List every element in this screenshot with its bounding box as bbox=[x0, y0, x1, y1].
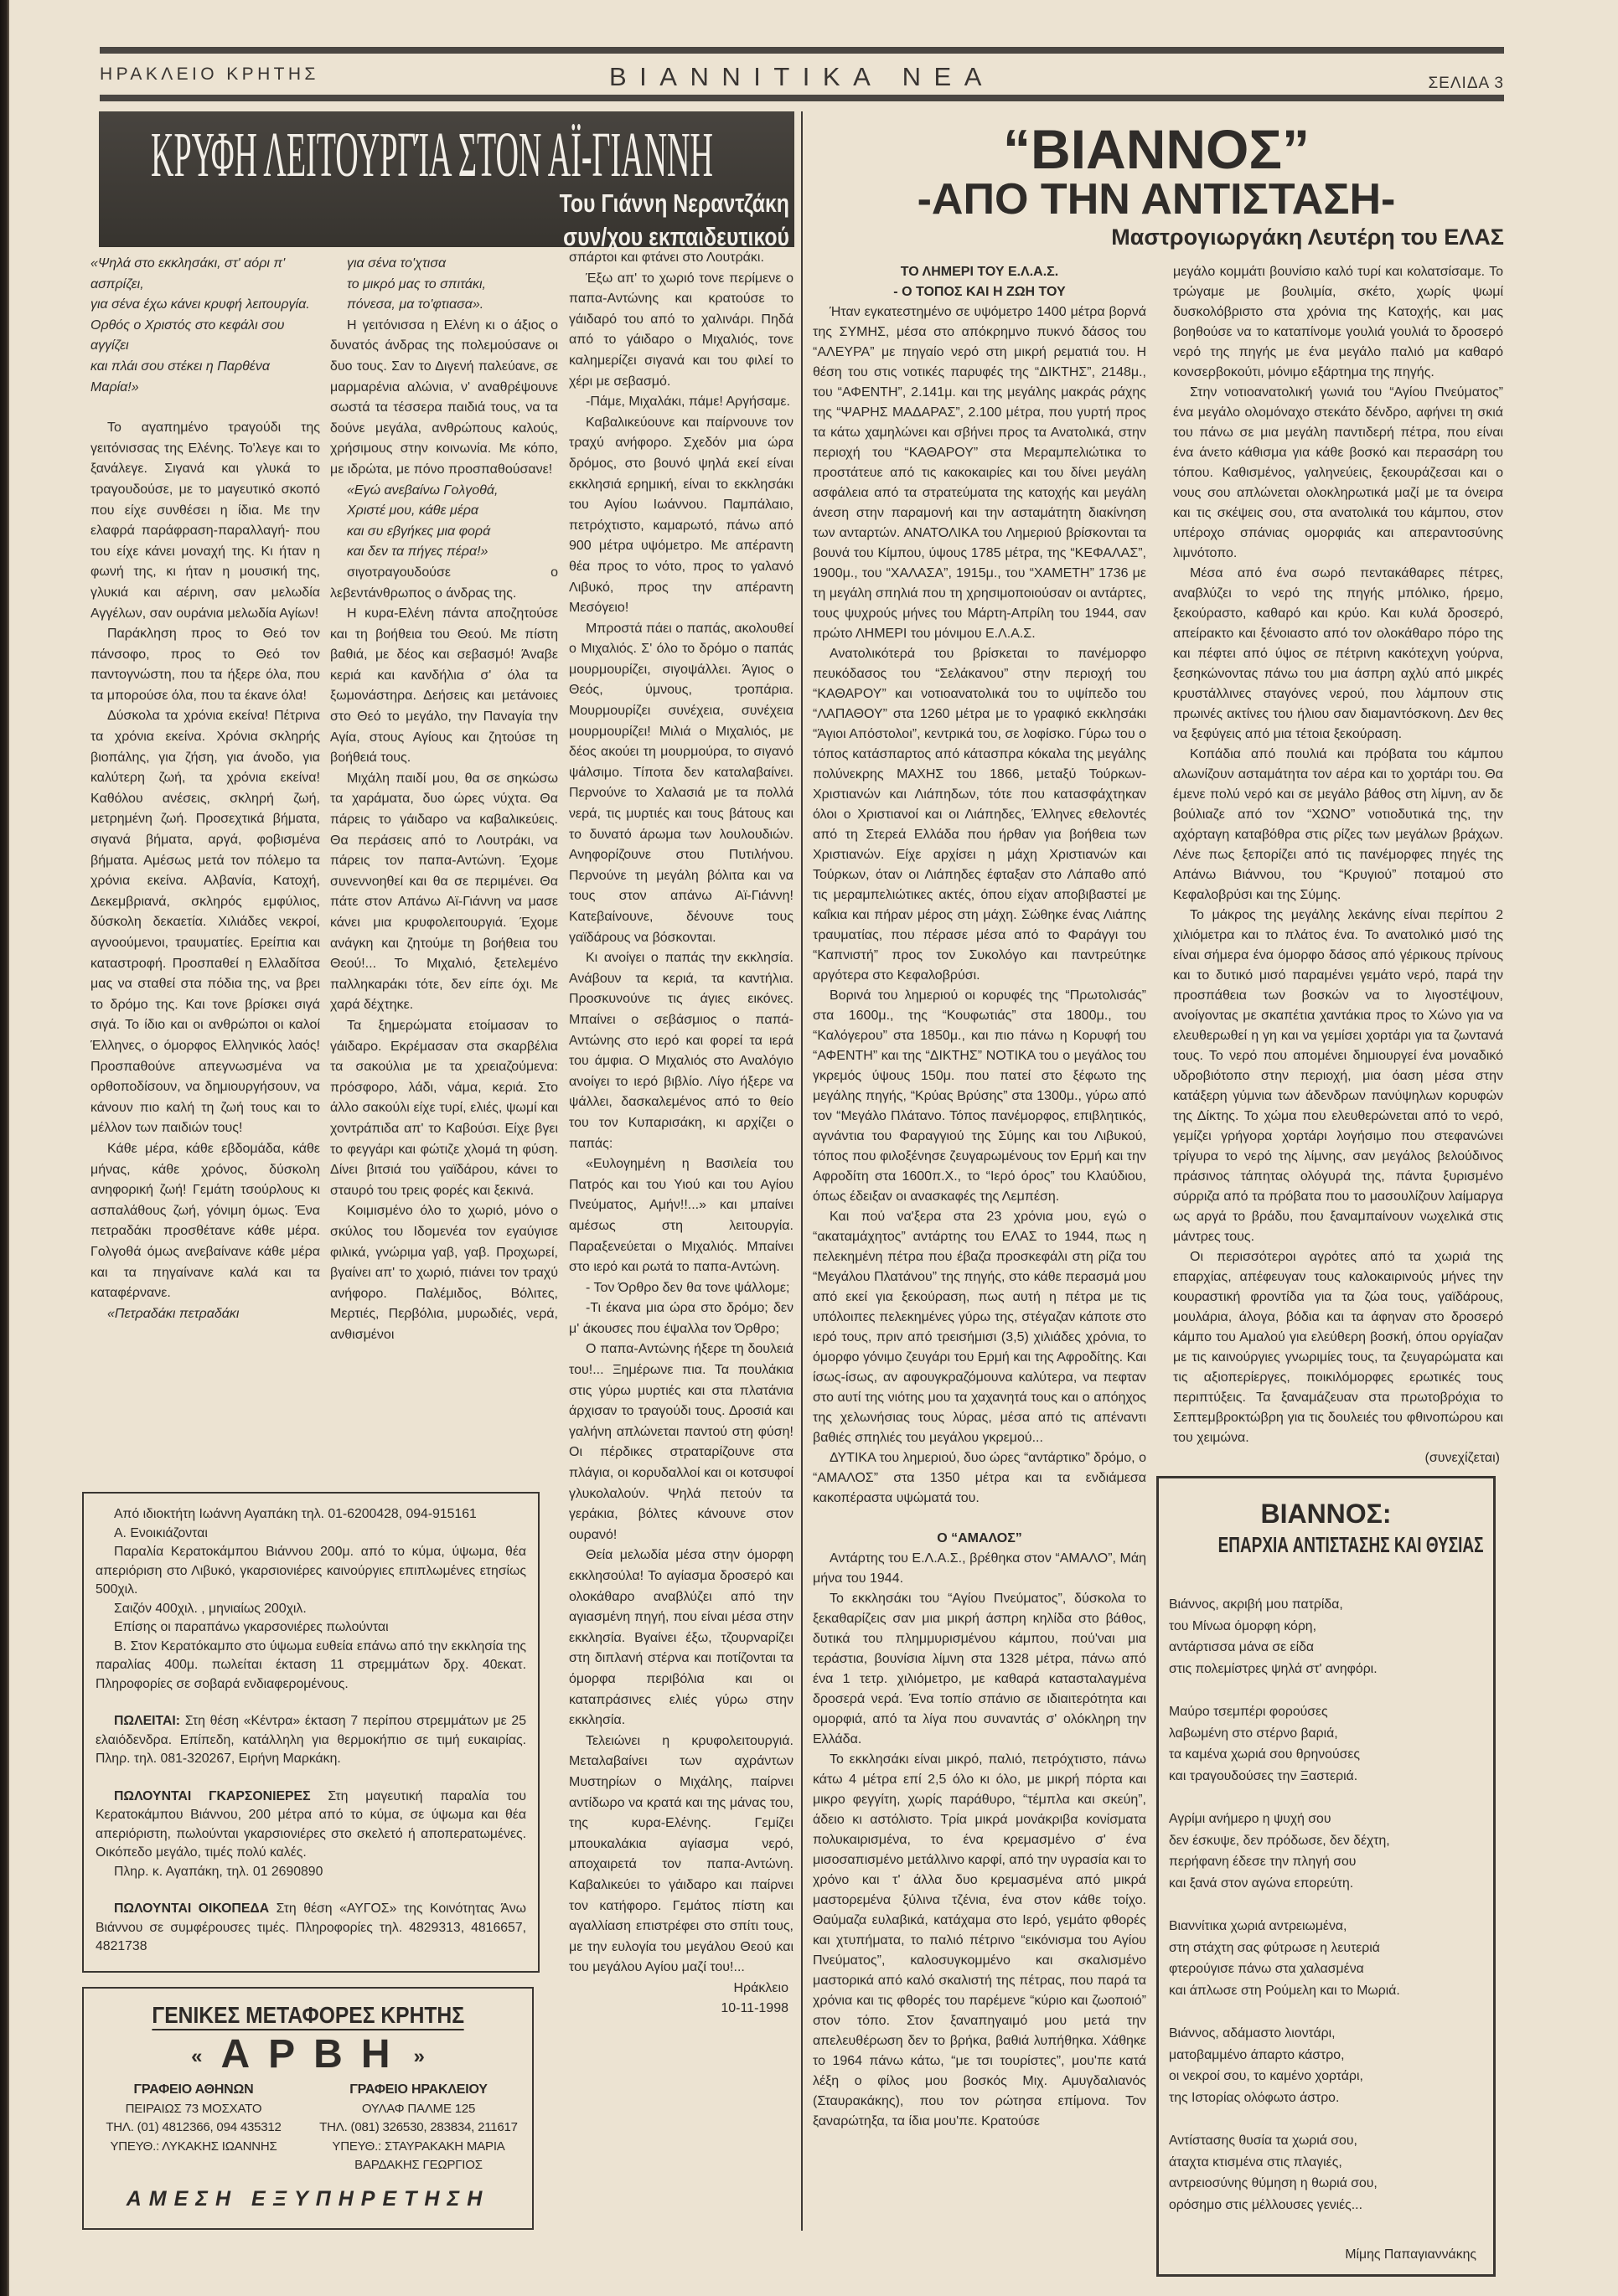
poem-line: ορόσημο στις μέλλουσες γενιές... bbox=[1169, 2197, 1362, 2212]
poem-subtitle-text: ΕΠΑΡΧΙΑ ΑΝΤΙΣΤΑΣΗΣ ΚΑΙ ΘΥΣΙΑΣ bbox=[1217, 1532, 1484, 1557]
left-article-column-2 bbox=[330, 254, 558, 1478]
office-heraklion bbox=[303, 2081, 534, 2175]
left-article-headline-box bbox=[99, 111, 794, 251]
transport-ad-title bbox=[84, 2002, 532, 2030]
song-verse bbox=[330, 254, 558, 316]
masthead-location: ΗΡΑΚΛΕΙΟ ΚΡΗΤΗΣ bbox=[100, 64, 319, 84]
poem-box bbox=[1156, 1476, 1496, 2277]
office-address: ΠΕΙΡΑΙΩΣ 73 ΜΟΣΧΑΤΟ bbox=[125, 2101, 262, 2116]
poem-line: άταχτα κτισμένα στις πλαγιές, bbox=[1169, 2154, 1342, 2170]
poem-line: περήφανη έδεσε την πληγή σου bbox=[1169, 1855, 1357, 1869]
left-article-column-1 bbox=[90, 254, 320, 1478]
paragraph: Μπροστά πάει ο παπάς, ακολουθεί ο Μιχαλιός. Σ' όλο το δρόμο ο παπάς μουρμουρίζει, σιγοψάλλει. Άγιος ο Θεός, ύμνους, τροπάρια. Μουρμουρίζει συνέχεια, συνέχεια μουρμουρίζει! Μιλιά ο Μιχαλιός, με δέος ακούει τη μουρμούρα, το σιγανό ψάλσιμο. Τίποτα δεν καταλαβαίνει. Περνούνε το Χαλασιά με τα πολλά νερά, τις μυρτιές και τους βάτους και το δυνατό άρωμα των λουλουδιών. Ανηφορίζουνε στου Πυτιλήνου. Περνούνε τη μεγάλη βόλιτα και να τους στον απάνω Αϊ-Γιάννη! Κατεβαίνουνε, δένουνε τους γαϊδάρους να βόσκονται. bbox=[569, 621, 793, 945]
poem-author: Μίμης Παπαγιαννάκης bbox=[1345, 2247, 1476, 2262]
classified-rent-season: Σαιζόν 400χιλ. , μηνιαίως 200χιλ. bbox=[114, 1601, 307, 1616]
paragraph: Θεία μελωδία μέσα στην όμορφη εκκλησούλα! Το αγίασμα δροσερό και ολοκάθαρο αναβλύζει από την αγιασμένη πηγή, που είναι μέσα στην εκκλησία. Βγαίνει έξω, τζουρναρίζει στη διπλανή στέρνα και ποτίζονται τα όμορφα περιβόλια και οι καταπράσινες ελιές γύρω στην εκκλησία. bbox=[569, 1548, 793, 1728]
paragraph: Αντάρτης του Ε.Λ.Α.Σ., βρέθηκα στον “ΑΜΑΛΟ”, Μάη μήνα του 1944. bbox=[813, 1551, 1146, 1586]
paragraph: Το μάκρος της μεγάλης λεκάνης είναι περίπου 2 χιλιόμετρα και το πλάτος ένα. Το ανατολικό μισό της είναι σήμερα ένα όμορφο δάσος από γέρικους πρίνους και το δυτικό μισό παραμένει γεμάτο νερό, παρά την προσπάθεια των βοσκών να το λιγοστέψουν, ανοίγοντας με σκαπέτια χαντάκια προς το Χώνο για να ελευθερωθεί η γη και να γεμίσει χορτάρι για τα ζωντανά τους. Το νερό που απομένει δημιουργεί ένα μοναδικό υδροβιότοπο στην περιοχή, μια όαση μέσα στην κατάξερη γύμνια των άδενδρων πανύψηλων κορυφών της Δίκτης. Το χώμα που ελευθερώνεται από το νερό, γεμίζει γρήγορα χορτάρι λογήσιμο που στεφανώνει τρίγυρα το νερό της λίμνης, σαν μεγάλος βελούδινος πράσινος τάπητας ολόγυρά της, πάντα ξυρισμένο σύρριζα από τα πρόβατα που το μασουλίζουν λαίμαργα ως αργά το βράδυ, που ξαναμπαίνουν νωχελικά στις μάντρες τους. bbox=[1173, 908, 1503, 1244]
section-subheading: - Ο ΤΟΠΟΣ ΚΑΙ Η ΖΩΗ ΤΟΥ bbox=[893, 285, 1066, 299]
poem-stanza bbox=[1169, 1808, 1483, 1894]
office-phone: ΤΗΛ. (081) 326530, 283834, 211617 bbox=[319, 2120, 518, 2134]
left-article-title: ΚΡΥΦΗ ΛΕΙΤΟΥΡΓΊΑ ΣΤΟΝ ΑΪ-ΓΙΑΝΝΗ bbox=[151, 120, 713, 190]
classified-rent-sale: Επίσης οι παραπάνω γκαρσονιέρες πωλούνται bbox=[114, 1620, 389, 1634]
classified-owner: Από ιδιοκτήτη Ιωάννη Αγαπάκη τηλ. 01-6200428, 094-915161 bbox=[114, 1507, 477, 1521]
poem-line: αντρειοσύνης θύμηση η θωριά σου, bbox=[1169, 2176, 1378, 2190]
poem-line: φτερούγισε πάνω στα χαλασμένα bbox=[1169, 1962, 1364, 1976]
byline-role: συν/χου εκπαιδευτικού bbox=[563, 222, 789, 251]
poem-line: Μαύρο τσεμπέρι φορούσες bbox=[1169, 1705, 1328, 1719]
paragraph: Κοιμισμένο όλο το χωριό, μόνο ο σκύλος του Ιδομενέα τον εγαύγισε φιλικά, γνώριμα γαβ, γαβ. Προχωρεί, βγαίνει απ' το χωριό, πιάνει τον τραχύ ανήφορο. Παλέμιδος, Βόλιτες, Μερτιές, Περβόλια, μυρωδιές, νερά, ανθισμένοι bbox=[330, 1204, 558, 1342]
paragraph: Το αγαπημένο τραγούδι της γειτόνισσας της Ελένης. Το'λεγε και το ξανάλεγε. Σιγανά και γλυκά το τραγουδούσε, με το μαγευτικό σκοπό που είχε συνθέσει η ίδια. Με την ελαφρά παράφραση-παραλλαγή- που του είχε κάνει μοναχή της. Κι ήταν η φωνή της, κι ήταν η μουσική της, γλυκιά και αέρινη, σαν μελωδία Αγγέλων, σαν ουράνια μελωδία Αγίων! bbox=[90, 421, 320, 621]
office-athens bbox=[84, 2081, 303, 2156]
masthead-newspaper-name: ΒΙΑΝΝΙΤΙΚΑ ΝΕΑ bbox=[609, 62, 995, 91]
guillemet-close: » bbox=[413, 2045, 425, 2068]
classified-text: Στη θέση «Κέντρα» έκταση 7 περίπου στρεμμάτων με 25 ελαιόδενδρα. Επίπεδη, κατάλληλη για θερμοκήπιο σε τιμή ευκαιρίας. Πληρ. τηλ. 081-320267, Ειρήνη Μαρκάκη. bbox=[96, 1714, 526, 1766]
column-divider bbox=[801, 111, 803, 2231]
paragraph: σιγοτραγουδούσε ο λεβεντάνθρωπος ο άνδρας της. bbox=[330, 565, 558, 601]
verse-line: και συ εβγήκες μια φορά bbox=[347, 524, 491, 539]
paragraph: Κοπάδια από πουλιά και πρόβατα του κάμπου αλωνίζουν ασταμάτητα τον αέρα και το χορτάρι του. Θα έμενε πολύ νερό και σε μεγάλο βάθος στη λίμνη, αν δε βούλιαζε από τον “ΧΩΝΟ” νοτιοδυτικά της, την αχόρταγη καταβόθρα στις ρίζες των μεγάλων βράχων. Λένε πως ξεπορίζει από τις πανέμορφες πηγές της Απάνω Βιάννου, του “Κρυγιού” ποταμού στο Κεφαλοβρύσι και της Σύμης. bbox=[1173, 747, 1503, 902]
paragraph: ΔΥΤΙΚΑ του λημεριού, δυο ώρες “αντάρτικο” δρόμο, ο “ΑΜΑΛΟΣ” στα 1350 μέτρα και τα ενδιάμεσα κακοπέραστα υψώματά του. bbox=[813, 1451, 1146, 1505]
classified-rent-heading: Α. Ενοικιάζονται bbox=[114, 1525, 208, 1540]
masthead-page-number: ΣΕΛΙΔΑ 3 bbox=[1428, 75, 1504, 92]
paragraph: Έξω απ' το χωριό τονε περίμενε ο παπα-Αντώνης και κρατούσε το γάιδαρό του από το χαλινάρι. Πηδά από το γάιδαρο ο Μιχαλιός, τονε καλημερίζει σιγανά και του φιλεί το χέρι με σεβασμό. bbox=[569, 271, 793, 389]
verse-line: «Ψηλά στο εκκλησάκι, στ' αόρι π' ασπρίζει, bbox=[90, 256, 286, 292]
office-name: ΓΡΑΦΕΙΟ ΗΡΑΚΛΕΙΟΥ bbox=[349, 2082, 488, 2097]
poem-line: και τραγουδούσες την Ξαστεριά. bbox=[1169, 1768, 1358, 1783]
paragraph: Μέσα από ένα σωρό πεντακάθαρες πέτρες, αναβλύζει το νερό της πηγής μπόλικο, ήρεμο, ξεκούραστο, καθαρό και κρύο. Και κυλά δροσερό, απείρακτο και ξένοιαστο από τον ολοκάθαρο πόρο της και πέφτει από ύψος σε πέτρινη κακότεχνη γούρνα, ξεσηκώνοντας πάνω του μια άσπρη αχλύ από μικρές κρυστάλλινες σταγόνες νερού, που λάμπουν στις πρωινές ακτίνες του ήλιου σαν διαμαντόσκονη. Δεν θες να ξεφύγεις από μια τέτοια ξεκούραση. bbox=[1173, 566, 1503, 741]
verse-line: Ορθός ο Χριστός στο κεφάλι σου αγγίζει bbox=[90, 317, 285, 353]
paragraph: Καβαλικεύουνε και παίρνουνε τον τραχύ ανήφορο. Σχεδόν μια ώρα δρόμος, στο βουνό ψηλά εκεί είναι εκκλησιά ερημική, είναι το εκκλησάκι του Αγίου Ιωάννου. Παμπάλαιο, πετρόχτιστο, καμαρωτό, πάνω από 900 μέτρα υψόμετρο. Με απέραντη θέα προς το νότο, προς το γαλανό Λιβυκό, προς την απέραντη Μεσόγειο! bbox=[569, 415, 793, 616]
office-name: ΓΡΑΦΕΙΟ ΑΘΗΝΩΝ bbox=[133, 2082, 254, 2097]
poem-line: οι νεκροί σου, το καμένο χορτάρι, bbox=[1169, 2069, 1363, 2083]
classifieds-box bbox=[82, 1492, 540, 1973]
verse-line: για σένα έχω κάνει κρυφή λειτουργία. bbox=[90, 297, 310, 312]
poem-subtitle bbox=[1169, 1530, 1483, 1559]
paragraph: «Ευλογημένη η Βασιλεία του Πατρός και του Υιού και του Αγίου Πνεύματος, Αμήν!!...» και μπαίνει αμέσως στη λειτουργία. Παραξενεύεται ο Μιχαλιός. Μπαίνει στο ιερό και ρωτά το παπα-Αντώνη. bbox=[569, 1157, 793, 1275]
classified-text: Στη θέση «ΑΥΓΟΣ» της Κοινότητας Άνω Βιάννου σε συμφέρουσες τιμές. Πληροφορίες τηλ. 4829313, 4816657, 4821738 bbox=[96, 1901, 527, 1953]
classified-item bbox=[96, 1712, 526, 1769]
paragraph: Ήταν εγκατεστημένο σε υψόμετρο 1400 μέτρα βορνά της ΣΥΜΗΣ, μέσα στο απόκρημνο πυκνό δάσος του “ΑΛΕΥΡΑ” με πηγαίο νερό στη μικρή ρεματιά του. Η θέση του στις νοτικές παρυφές της “ΔΙΚΤΗΣ”, 2148μ., του “ΑΦΕΝΤΗ”, 2.141μ. και της μεγάλης μακράς ράχης της “ΨΑΡΗΣ ΜΑΔΑΡΑΣ”, 2.100 μέτρα, που γυρτή προς τα κάτω χαμηλώνει και σβήνει προς τα Ανατολικά, στην περιοχή του “ΚΑΘΑΡΟΥ” στα Μεραμπελιώτικα το προστάτευε από τις κακοκαιρίες και του δίνει μεγάλη ασφάλεια από τα στρατεύματα της κατοχής και μεγάλη άνεση στην παραμονή και την ασταμάτητη διακίνηση των ανταρτών. ΑΝΑΤΟΛΙΚΑ του Λημεριού βρίσκονται τα βουνά του Κίμπου, ύψους 1785 μέτρα, της “ΚΕΦΑΛΑΣ”, 1900μ., του “ΧΑΛΑΣΑ”, 1915μ., του “ΧΑΜΕΤΗ” 1736 με τη μεγάλη σπηλιά που τη χρησιμοποιούσαν οι αντάρτες, τους ψυχρούς μήνες του Μάρτη-Απρίλη του 1944, σαν πρώτο ΛΗΜΕΡΙ του μόνιμου Ε.Λ.Α.Σ. bbox=[813, 305, 1146, 641]
classified-land: Β. Στον Κερατόκαμπο στο ύψωμα ευθεία επάνω από την εκκλησία της παραλίας 400μ. πωλείται έκταση 11 στρεμμάτων δρχ. 40εκατ. Πληροφορίες σε σοβαρά ενδιαφερομένους. bbox=[96, 1638, 526, 1691]
paragraph: Δύσκολα τα χρόνια εκείνα! Πέτρινα τα χρόνια εκείνα. Χρόνια σκληρής βιοπάλης, για ζήση, για άνοδο, για καλύτερη ζωή, τα χρόνια εκείνα! Καθόλου ανέσεις, σκληρή ζωή, μετρημένη ζωή. Προσεχτικά βήματα, σιγανά βήματα, αργά, φοβισμένα βήματα. Αμέσως μετά τον πόλεμο τα χρόνια εκείνα. Αλβανία, Κατοχή, Δεκεμβριανά, σκληρός εμφύλιος, δύσκολη δεκαετία. Χιλιάδες νεκροί, αγνοούμενοι, τραυματίες. Ερείπια και καταστροφή. Προσπαθεί η Ελλαδίτσα μας να σταθεί στα πόδια της, να βρει το δρόμο της. Και τονε βρίσκει σιγά σιγά. Το ίδιο και οι ανθρώποι οι καλοί Έλληνες, ο όμορφος Ελληνικός λαός! Προσπαθούνε απεγνωσμένα να ορθοποδίσουν, να δημιουργήσουν, να κάνουν πιο καλή τη ζωή τους και το μέλλον των παιδιών τους! bbox=[90, 709, 320, 1136]
poem-line: στις πολεμίστρες ψηλά στ' ανηφόρι. bbox=[1169, 1661, 1378, 1676]
continued-note: (συνεχίζεται) bbox=[1424, 1451, 1500, 1465]
transport-ad-slogan: ΑΜΕΣΗ ΕΞΥΠΗΡΕΤΗΣΗ bbox=[126, 2187, 490, 2211]
transport-ad-brand bbox=[84, 2032, 532, 2079]
verse-line: για σένα το'χτισα bbox=[347, 256, 447, 271]
classified-rent-text: Παραλία Κερατοκάμπου Βιάννου 200μ. από το κύμα, ύψωμα, θέα απεριόριση στο Λιβυκό, γκαρσιονιέρες καινούργιες επιπλωμένες ετησίως 500χιλ. bbox=[96, 1545, 526, 1597]
right-article-subtitle: -ΑΠΟ ΤΗΝ ΑΝΤΙΣΤΑΣΗ- bbox=[917, 175, 1396, 224]
poem-line: Βιαννίτικα χωριά αντρειωμένα, bbox=[1169, 1919, 1347, 1933]
transport-ad-title-text: ΓΕΝΙΚΕΣ ΜΕΤΑΦΟΡΕΣ ΚΡΗΤΗΣ bbox=[152, 2002, 464, 2030]
byline-author: Του Γιάννη Νεραντζάκη bbox=[559, 188, 789, 218]
poem-line: δεν έσκυψε, δεν πρόδωσε, δεν δέχτη, bbox=[1169, 1833, 1390, 1848]
office-manager: ΥΠΕΥΘ.: ΣΤΑΥΡΑΚΑΚΗ ΜΑΡΙΑ bbox=[332, 2139, 505, 2154]
verse-line: το μικρό μας το σπιτάκι, bbox=[347, 276, 486, 292]
brand-name: ΑΡΒΗ bbox=[220, 2032, 409, 2077]
poem-line: αντάρτισσα μάνα σε είδα bbox=[1169, 1640, 1315, 1654]
office-manager: ΥΠΕΥΘ.: ΛΥΚΑΚΗΣ ΙΩΑΝΝΗΣ bbox=[110, 2139, 277, 2154]
left-article-byline bbox=[560, 187, 789, 254]
classified-label: ΠΩΛΟΥΝΤΑΙ ΓΚΑΡΣΟΝΙΕΡΕΣ bbox=[114, 1788, 311, 1803]
paragraph: Τελειώνει η κρυφολειτουργιά. Μεταλαβαίνει των αχράντων Μυστηρίων ο Μιχάλης, παίρνει αντίδωρο να κρατά και της μάνας του, της κυρα-Ελένης. Γεμίζει μπουκαλάκια αγίασμα νερό, αποχαιρετά τον παπα-Αντώνη. Καβαλικεύει το γάιδαρο και παίρνει τον κατήφορο. Γεμάτος πίστη και αγαλλίαση επιστρέφει στο σπίτι τους, με την ευλογία του μεγάλου Θεού και του μεγάλου Αγίου μαζί του!... bbox=[569, 1733, 793, 1975]
poem-stanza bbox=[1169, 1594, 1483, 1679]
left-article-column-3 bbox=[569, 248, 793, 2232]
poem-stanza bbox=[1169, 1916, 1483, 2001]
right-article-byline: Μαστρογιωργάκη Λευτέρη του ΕΛΑΣ bbox=[1111, 224, 1504, 250]
paragraph: Βορινά του λημεριού οι κορυφές της “Πρωτολισάς” στα 1600μ., της “Κουφωτιάς” στα 1800μ., του “Καλόγερου” στα 1850μ., και πιο πάνω η Κορυφή του “ΑΦΕΝΤΗ” και της “ΔΙΚΤΗΣ” ΝΟΤΙΚΑ του ο μεγάλος του γκρεμός ύψους 150μ. που πατεί στο ξέφωτο της μεγάλης πηγής, “Κρύας Βρύσης” στα 1300μ., γύρω από τον “Μεγάλο Πλάτανο. Τόπος πανέμορφος, επιβλητικός, αγνάντια του Φαραγγιού της Σύμης και του Λιβυκού, τόπος που φιλοξένησε ζευγαρωμένους τον Ερμή και την Αφροδίτη στα 1600π.Χ., το “Ιερό όρος” του Κλαύδιου, όπως έδειξαν οι ανασκαφές της Λεμπέση. bbox=[813, 988, 1146, 1204]
poem-line: Βιάννος, ακριβή μου πατρίδα, bbox=[1169, 1597, 1343, 1612]
paragraph: Ο παπα-Αντώνης ήξερε τη δουλειά του!... Ξημέρωνε πια. Τα πουλάκια στις γύρω μυρτιές και στα πλατάνια άρχισαν το τραγούδι τους. Δροσιά και γαλήνη απλώνεται παντού στη φύση! Οι πέρδικες στραταρίζουνε στα πλάγια, οι κορυδαλλοί και οι κοτσυφοί γλυκολαλούν. Ψηλά πετούν τα γεράκια, βόλτες κάνουνε στον ουρανό! bbox=[569, 1342, 793, 1542]
paragraph: σπάρτοι και φτάνει στο Λουτράκι. bbox=[569, 250, 764, 265]
verse-line: πόνεσα, μα το'φτιασα». bbox=[347, 297, 484, 312]
poem-line: στη στάχτη σας φύτρωσε η λευτεριά bbox=[1169, 1940, 1380, 1955]
paragraph: Οι περισσότεροι αγρότες από τα χωριά της επαρχίας, απέφευγαν τους καλοκαιρινούς μήνες την κουραστική φροντίδα για τα ζώα τους, γαϊδάρους, μουλάρια, άλογα, βόδια και τα άφηναν στο δροσερό κάμπο του Αμαλού για ελεύθερη βοσκή, όπου οργίαζαν με τις καινούργιες γνωριμίες τους, τα ζευγαρώματα και τις αξιοπερίεργες, ποικιλόμορφες ερωτικές τους περιπτύξεις. Τα ξαναμάζευαν στα πρωτοβρόχια το Σεπτεμβροκτώβρη για τις δουλειές του φθινοπώρου και του χειμώνα. bbox=[1173, 1250, 1503, 1445]
right-article-column-1 bbox=[813, 262, 1146, 2283]
verse-line: «Εγώ ανεβαίνω Γολγοθά, bbox=[347, 482, 499, 498]
opening-verse bbox=[90, 254, 320, 398]
poem-stanza bbox=[1169, 2130, 1483, 2216]
paragraph: Κι ανοίγει ο παπάς την εκκλησία. Ανάβουν τα κεριά, τα καντήλια. Προσκυνούνε τις άγιες εικόνες. Μπαίνει ο σεβάσμιος ο παπά-Αντώνης στο ιερό και φορεί τα ιερά του άμφια. Ο Μιχαλιός στο Αναλόγιο ανοίγει το ιερό βιβλίο. Λίγο ήξερε να ψάλλει, δασκαλεμένος από το θείο του τον Κυπαρισάκη, κι αρχίζει ο παπάς: bbox=[569, 951, 793, 1151]
paragraph: Η γειτόνισσα η Ελένη κι ο άξιος ο δυνατός άνδρας της πολεμούσανε οι δυο τους. Σαν το Διγενή παλεύανε, σε μαρμαρένια αλώνια, ν' αναθρέψουνε σωστά τα τέσσερα παιδιά τους, να τα δούνε μεγάλα, ανθρώπους καλούς, χρήσιμους στην κοινωνία. Με κόπο, με ιδρώτα, με πόνο προσπαθούσανε! bbox=[330, 317, 558, 477]
office-manager: ΒΑΡΔΑΚΗΣ ΓΕΩΡΓΙΟΣ bbox=[354, 2158, 483, 2172]
poem-line: Βιάννος, αδάμαστο λιοντάρι, bbox=[1169, 2026, 1336, 2041]
guillemet-open: « bbox=[191, 2045, 203, 2068]
poem-line: λαβωμένη στο στέρνο βαριά, bbox=[1169, 1726, 1338, 1741]
paragraph: -Τι έκανα μια ώρα στο δρόμο; δεν μ' άκουσες που έψαλλα τον Όρθρο; bbox=[569, 1301, 793, 1336]
page-binding-shadow bbox=[0, 0, 9, 2296]
verse-line: και δεν τα πήγες πέρα!» bbox=[347, 544, 489, 560]
poem-line: Αγρίμι ανήμερο η ψυχή σου bbox=[1169, 1812, 1331, 1826]
section-heading: ΤΟ ΛΗΜΕΡΙ ΤΟΥ Ε.Λ.Α.Σ. bbox=[900, 265, 1059, 279]
poem-line: Αντίστασης θυσία τα χωριά σου, bbox=[1169, 2133, 1357, 2148]
song-verse bbox=[330, 481, 558, 563]
masthead-rule-bottom bbox=[100, 95, 1504, 101]
poem-stanza bbox=[1169, 2023, 1483, 2108]
paragraph: Μιχάλη παιδί μου, θα σε σηκώσω τα χαράματα, δυο ώρες νύχτα. Θα πάρεις το γάιδαρο να καβαλικεύεις. Θα περάσεις από το Λουτράκι, να πάρεις τον παπα-Αντώνη. Έχομε συνεννοηθεί και θα σε περιμένει. Θα πάτε στον Απάνω Αϊ-Γιάννη να μασε κάνει μια κρυφολειτουργιά. Έχομε ανάγκη και ζητούμε τη βοήθεια του Θεού!... Το Μιχαλιό, ξετελεμένο παλληκαράκι τότε, δεν είπε όχι. Με χαρά δέχτηκε. bbox=[330, 771, 558, 1013]
office-address: ΟΥΛΑΦ ΠΑΛΜΕ 125 bbox=[361, 2101, 476, 2116]
poem-line: και άπλωσε στη Ρούμελη και το Μωριά. bbox=[1169, 1983, 1400, 1998]
poem-line: ματοβαμμένο άπαρτο κάστρο, bbox=[1169, 2047, 1345, 2062]
transport-ad-box bbox=[82, 1987, 534, 2230]
paragraph: -Πάμε, Μιχαλάκι, πάμε! Αργήσαμε. bbox=[586, 395, 790, 410]
paragraph: Το εκκλησάκι είναι μικρό, παλιό, πετρόχτιστο, πάνω κάτω 4 μέτρα επί 2,5 όλο κι όλο, με μικρή πόρτα και μικρο φεγγίτη, χωρίς παράθυρο, “τέμπλα και σκεύη”, άδειο κι αστόλιστο. Τρία μικρά μονάκριβα κονίσματα πολυκαιρισμένα, το ένα κρεμασμένο σ' ένα μισοσαπισμένο μετάλλινο καρφί, από την υγρασία και το χρόνο και τ' άλλα δυο κρεμασμένα από μικρά μαστορεμένα ξύλινα τζένια, ένα στον κάθε τοίχο. Θαύμαζα ευλαβικά, κατάχαμα στο Ιερό, γεμάτο φθορές και χτυπήματα, το παλιό πέτρινο “εικόνισμα του Αγίου Πνεύματος”, καλοσυγκομμένο και σκαλισμένο μαστορικά από καλό σκαλιστή της πέτρας, που παρά τα χρόνια και τις φθορές του παρέμενε “κύριο και ζωοποιό” στον τόπο. Στον ξαναπηγαιμό μου μετά την απελευθέρωση δεν το βρήκα, βαθιά λυπήθηκα. Χάθηκε το 1964 πάνω κάτω, “με τσι τουρίστες”, μου'πε κατά λέξη ο φίλος μου βοσκός Μιχ. Αμυγδαλιανός (Σταυρακάκης), που τον ρώτησα επίμονα. Τον ξαναρώτηξα, τα ίδια μου'πε. Κρατούσε bbox=[813, 1752, 1146, 2128]
verse-line: Χριστέ μου, κάθε μέρα bbox=[347, 503, 479, 519]
poem-title: ΒΙΑΝΝΟΣ: bbox=[1260, 1499, 1392, 1529]
classified-item bbox=[96, 1900, 526, 1957]
classified-contact: Πληρ. κ. Αγαπάκη, τηλ. 01 2690890 bbox=[114, 1864, 323, 1879]
paragraph: Παράκληση προς το Θεό τον πάνσοφο, προς το Θεό τον παντογνώστη, που τα ήξερε όλα, που τα μπορούσε όλα, που τα έκανε όλα! bbox=[90, 627, 320, 703]
poem-line: τα καμένα χωριά σου θρηνούσες bbox=[1169, 1747, 1361, 1762]
poem-stanza bbox=[1169, 1701, 1483, 1787]
poem-line: και ξανά στον αγώνα επορεύτη. bbox=[1169, 1875, 1354, 1891]
masthead-rule-top bbox=[100, 47, 1504, 54]
signature-date: 10-11-1998 bbox=[721, 2001, 788, 2016]
paragraph: - Τον Όρθρο δεν θα τονε ψάλλομε; bbox=[586, 1280, 790, 1295]
right-article-column-2 bbox=[1173, 262, 1503, 1470]
paragraph: Κάθε μέρα, κάθε εβδομάδα, κάθε μήνας, κάθε χρόνος, δύσκολη ανηφορική ζωή! Γεμάτη τσούρλους κι ασπαλάθους ζωή, γόνιμη όμως. Ένα πετραδάκι προσθέτανε κάθε μέρα. Γολγοθά όμως ανεβαίνανε κάθε μέρα και τα πηγαίνανε καλά και τα καταφέρνανε. bbox=[90, 1141, 320, 1301]
signature-place: Ηράκλειο bbox=[733, 1980, 788, 1995]
paragraph: Τα ξημερώματα ετοίμασαν το γάιδαρο. Εκρέμασαν στα σκαρβέλια τα σακούλια με τα χρειαζούμενα: πρόσφορο, λάδι, νάμα, κεριά. Στο άλλο σακούλι είχε τυρί, ελιές, ψωμί και χοντράπιδα απ' το Καβούσι. Είχε βγει το φεγγάρι και φώτιζε χλομά τη φύση. Δίνει βιτσιά του γαϊδάρου, κάνει το σταυρό του τρεις φορές και ξεκινά. bbox=[330, 1018, 558, 1198]
paragraph: Η κυρα-Ελένη πάντα αποζητούσε και τη βοήθεια του Θεού. Με πίστη βαθιά, με δέος και σεβασμό! Άναβε κεριά και κανδήλια σ' όλα τα ξωμονάστηρα. Δεήσεις και μετάνοιες στο Θεό το μεγάλο, την Παναγία την Αγία, στους Αγίους και ζητούσε τη βοήθειά τους. bbox=[330, 606, 558, 766]
paragraph: Στην νοτιοανατολική γωνιά του “Αγίου Πνεύματος” ένα μεγάλο ολομόναχο στεκάτο δένδρο, αφήνει τη σκιά του πάνω σε μια μεγάλη παντιδερή πέτρα, που είναι ένα άνετο κάθισμα για κάθε βοσκό και περασάρη του τόπου. Καθισμένος, γαληνεύεις, ξεκουράζεσαι και ο νους σου απλώνεται ολοκληρωτικά μαζί με τα όνειρα και τις σκέψεις σου, στα ανατολικά του κάμπου, στον υπέροχο σπάνιας ομορφιάς και απεραντοσύνης λιμνότοπο. bbox=[1173, 385, 1503, 560]
classified-text: Στη μαγευτική παραλία του Κερατοκάμπου Βιάννου, 200 μέτρα από το κύμα, σε ύψωμα και θέα απεριόριστη, πωλούνται γκαρσιονιέρες στο σκελετό ή αποπερατωμένες. Οικόπεδο μεγάλο, τιμές πολύ καλές. bbox=[96, 1788, 526, 1860]
right-article-title: “ΒΙΑΝΝΟΣ” bbox=[1003, 118, 1310, 180]
classified-label: ΠΩΛΕΙΤΑΙ: bbox=[114, 1714, 181, 1728]
office-phone: ΤΗΛ. (01) 4812366, 094 435312 bbox=[106, 2120, 282, 2134]
classified-item bbox=[96, 1788, 526, 1863]
poem-line: του Μίνωα όμορφη κόρη, bbox=[1169, 1618, 1316, 1633]
verse-line: και πλάι σου στέκει η Παρθένα Μαρία!» bbox=[90, 359, 270, 395]
paragraph: μεγάλο κομμάτι βουνίσιο καλό τυρί και κολατσίσαμε. Το τρώγαμε με βουλιμία, σκέτο, χωρίς ψωμί δυσκολόβριστο στα χρόνια της Κατοχής, και μας βοηθούσε να το καταπίνομε γουλιά γουλιά το δροσερό νερό της πηγής με ένα μεγάλο παλιό μα καθαρό κονσερβοκούτι, μόνιμο εξάρτημα της πηγής. bbox=[1173, 265, 1503, 379]
section-heading: Ο “ΑΜΑΛΟΣ” bbox=[937, 1531, 1022, 1545]
paragraph: Ανατολικότερά του βρίσκεται το πανέμορφο πευκόδασος του “Σελάκανου” στην περιοχή του “ΚΑΘΑΡΟΥ” και νοτιοανατολικά του το υψίπεδο του “ΛΑΠΑΘΟΥ” στα 1260 μέτρα με το γραφικό εκκλησάκι “Άγιοι Απόστολοι”, κεντρικά του, σε λοφίσκο. Γύρω του ο τόπος κατάσπαρτος από κάτασπρα κόκαλα της μεγάλης πολύνεκρης ΜΑΧΗΣ του 1866, μεταξύ Τούρκων-Χριστιανών και Λιάπηδων, τότε που κατασφάχτηκαν όλοι ο Χριστιανοί και οι Λιάπηδες, Έλληνες εθελοντές από τη Στερεά Ελλάδα που ήρθαν για βοήθεια των Χριστιανών. Είχε αρχίσει η μάχη Χριστιανών και Τούρκων, όταν οι Λιάπηδες έφταξαν στο Λάπαθο από τις μεραμπελιώτικες ακτές, όπου είχαν αποβιβαστεί με καΐκια και πήραν μέρος στη μάχη. Σώθηκε ένας Λιάπης τραυματίας, που πέρασε μέσα από το Φαράγγι του “Καπνιστή” προς τον Συκολόγο και παντρεύτηκε αργότερα στο Κεφαλοβρύσι. bbox=[813, 647, 1146, 983]
verse-line: «Πετραδάκι πετραδάκι bbox=[107, 1306, 240, 1321]
paragraph: Το εκκλησάκι του “Αγίου Πνεύματος”, δύσκολα το ξεκαθαρίζεις σαν μια μικρή άσπρη κηλίδα στο βάθος, δυτικά του πλημμυρισμένου κάμπου, πού'ναι μια τεράστια, βουνίσια λίμνη στα 1328 μέτρα, πάνω από ένα 1 τετρ. χιλιόμετρο, με καθαρά κατασταλαγμένα δροσερά νερά. Ένα τοπίο σπάνιο σε ιδιαιτερότητα και ομορφιά, από τα λίγα που συναντάς σ' ολόκληρη την Ελλάδα. bbox=[813, 1592, 1146, 1747]
classified-label: ΠΩΛΟΥΝΤΑΙ ΟΙΚΟΠΕΔΑ bbox=[114, 1901, 270, 1916]
paragraph: Και πού να'ξερα στα 23 χρόνια μου, εγώ ο “ακαταμάχητος” αντάρτης του ΕΛΑΣ το 1944, πως η πελεκημένη πέτρα που έβαζα προσκεφάλι στη ρίζα του “Μεγάλου Πλατάνου” της πηγής, στο κάθε περασμά μου από εκεί για ξεκούραση, πως αυτή η πέτρα με τις υπόλοιπες πελεκημένες γύρω της, στέγαζαν κάποτε στο ιερό τους, πριν από τρεισήμισι (3,5) χιλιάδες χρόνια, το όμορφο γόνιμο ζευγάρι του Ερμή και της Αφροδίτης. Και ίσως-ίσως, αν αφουγκραζόμουνα καλύτερα, να πεφταν στο αυτί της νιότης μου τα χαχανητά τους και ο απόηχος της χελωνήσιας τους λύρας, μέσα από τις απέναντι βαθιές σπηλιές του μεγάλου γκρεμού... bbox=[813, 1210, 1146, 1445]
poem-line: της Ιστορίας ολόφωτο άστρο. bbox=[1169, 2090, 1340, 2105]
